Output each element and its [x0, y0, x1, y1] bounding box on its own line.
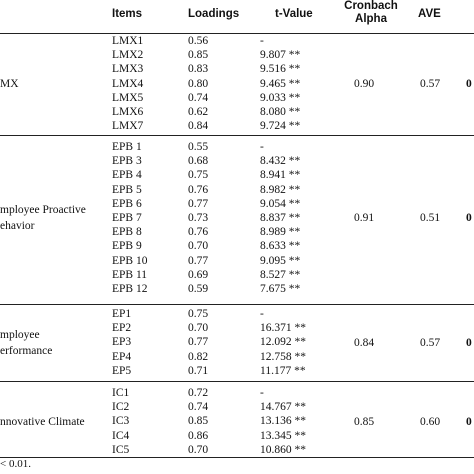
table-row [0, 105, 474, 119]
item-cell: EP1 [112, 308, 132, 320]
item-cell: LMX6 [112, 106, 144, 118]
cronbach-cell: 0.85 [354, 415, 375, 428]
table-row [0, 350, 474, 364]
header-cronbach: Cronbach Alpha [344, 0, 398, 25]
table-row [0, 77, 474, 91]
item-cell: IC2 [112, 401, 130, 414]
table-row [0, 307, 474, 321]
item-cell: IC4 [112, 429, 130, 442]
tvalue-cell: 12.092 ** [260, 336, 306, 349]
tvalue-cell: 9.033 ** [260, 91, 301, 104]
loading-cell: 0.69 [188, 268, 209, 281]
table-row [0, 321, 474, 335]
tvalue-cell: 12.758 ** [260, 350, 306, 363]
table-row [0, 429, 474, 443]
tvalue-cell: 9.807 ** [260, 49, 301, 62]
loading-cell: 0.76 [188, 183, 209, 196]
loading-cell: 0.56 [188, 35, 209, 47]
item-cell: EPB 8 [112, 226, 142, 239]
table-row [0, 364, 474, 378]
table-row [0, 48, 474, 62]
tvalue-cell: 8.080 ** [260, 106, 301, 118]
tvalue-cell: 8.633 ** [260, 240, 301, 253]
item-cell: EP2 [112, 322, 132, 335]
tvalue-cell: - [260, 141, 264, 153]
table-row [0, 154, 474, 168]
table-row [0, 400, 474, 414]
truncated-cell: 0 [466, 336, 472, 349]
loading-cell: 0.71 [188, 364, 209, 377]
loading-cell: 0.80 [188, 77, 209, 90]
construct-label: mployee Proactive ehavior [0, 204, 86, 233]
tvalue-cell: 8.837 ** [260, 212, 301, 224]
tvalue-cell: 9.724 ** [260, 120, 301, 133]
loading-cell: 0.83 [188, 63, 209, 76]
table-row [0, 183, 474, 197]
table-row [0, 386, 474, 400]
table-row [0, 254, 474, 268]
tvalue-cell: 9.516 ** [260, 63, 301, 76]
loading-cell: 0.75 [188, 308, 209, 320]
tvalue-cell: 8.527 ** [260, 268, 301, 281]
loading-cell: 0.74 [188, 91, 209, 104]
item-cell: EPB 1 [112, 141, 142, 153]
tvalue-cell: 8.432 ** [260, 155, 301, 168]
table-row [0, 91, 474, 105]
item-cell: IC5 [112, 443, 130, 456]
loading-cell: 0.77 [188, 336, 209, 349]
loading-cell: 0.84 [188, 120, 209, 133]
item-cell: LMX2 [112, 49, 144, 62]
loading-cell: 0.59 [188, 283, 209, 295]
footnote: < 0.01. [0, 458, 31, 470]
loading-cell: 0.55 [188, 141, 209, 153]
ave-cell: 0.60 [420, 415, 441, 428]
item-cell: LMX5 [112, 91, 144, 104]
loading-cell: 0.77 [188, 197, 209, 210]
truncated-cell: 0 [466, 415, 472, 428]
table-row [0, 62, 474, 76]
tvalue-cell: 9.095 ** [260, 254, 301, 267]
item-cell: IC3 [112, 415, 130, 428]
ave-cell: 0.57 [420, 77, 441, 90]
tvalue-cell: 9.465 ** [260, 77, 301, 90]
tvalue-cell: 10.860 ** [260, 443, 306, 456]
tvalue-cell: 7.675 ** [260, 283, 301, 295]
item-cell: EPB 4 [112, 169, 142, 182]
table-bottom-rule [0, 457, 474, 458]
table-row [0, 443, 474, 457]
cronbach-cell: 0.90 [354, 77, 375, 90]
table-row [0, 268, 474, 282]
tvalue-cell: - [260, 308, 264, 320]
truncated-cell: 0 [466, 77, 472, 90]
tvalue-cell: 13.345 ** [260, 429, 306, 442]
item-cell: EPB 7 [112, 212, 142, 224]
table-row [0, 119, 474, 133]
loading-cell: 0.75 [188, 169, 209, 182]
tvalue-cell: 8.941 ** [260, 169, 301, 182]
item-cell: EP3 [112, 336, 132, 349]
construct-label: mployee erformance [0, 328, 53, 357]
loading-cell: 0.68 [188, 155, 209, 168]
header-loadings: Loadings [188, 8, 240, 20]
tvalue-cell: 8.989 ** [260, 226, 301, 239]
table-header [0, 0, 474, 30]
loading-cell: 0.77 [188, 254, 209, 267]
loading-cell: 0.85 [188, 415, 209, 428]
tvalue-cell: 11.177 ** [260, 364, 306, 377]
tvalue-cell: 9.054 ** [260, 197, 301, 210]
item-cell: EPB 10 [112, 254, 148, 267]
truncated-cell: 0 [466, 212, 472, 225]
cronbach-cell: 0.84 [354, 336, 375, 349]
item-cell: EPB 6 [112, 197, 142, 210]
item-cell: IC1 [112, 387, 130, 399]
table-row [0, 140, 474, 154]
loading-cell: 0.72 [188, 387, 209, 399]
cronbach-cell: 0.91 [354, 212, 375, 225]
header-tvalue: t-Value [275, 8, 313, 20]
loading-cell: 0.70 [188, 240, 209, 253]
tvalue-cell: 13.136 ** [260, 415, 306, 428]
construct-label: nnovative Climate [0, 415, 85, 428]
item-cell: LMX4 [112, 77, 144, 90]
group-divider [0, 304, 474, 305]
item-cell: EP5 [112, 364, 132, 377]
item-cell: EPB 5 [112, 183, 142, 196]
table-row [0, 282, 474, 296]
item-cell: LMX1 [112, 35, 144, 47]
item-cell: LMX3 [112, 63, 144, 76]
item-cell: EPB 11 [112, 268, 148, 281]
group-divider [0, 381, 474, 382]
item-cell: EPB 3 [112, 155, 142, 168]
item-cell: EPB 9 [112, 240, 142, 253]
table-row [0, 34, 474, 48]
ave-cell: 0.57 [420, 336, 441, 349]
tvalue-cell: 16.371 ** [260, 322, 306, 335]
table-row [0, 168, 474, 182]
ave-cell: 0.51 [420, 212, 441, 225]
tvalue-cell: 14.767 ** [260, 401, 306, 414]
item-cell: LMX7 [112, 120, 144, 133]
tvalue-cell: - [260, 35, 264, 47]
loading-cell: 0.74 [188, 401, 209, 414]
table-row [0, 239, 474, 253]
loading-cell: 0.86 [188, 429, 209, 442]
loading-cell: 0.82 [188, 350, 209, 363]
item-cell: EPB 12 [112, 283, 148, 295]
loading-cell: 0.73 [188, 212, 209, 224]
tvalue-cell: 8.982 ** [260, 183, 301, 196]
loading-cell: 0.76 [188, 226, 209, 239]
tvalue-cell: - [260, 387, 264, 399]
loading-cell: 0.70 [188, 322, 209, 335]
item-cell: EP4 [112, 350, 132, 363]
group-divider [0, 135, 474, 136]
table-row [0, 335, 474, 349]
construct-label: MX [0, 77, 19, 90]
loading-cell: 0.85 [188, 49, 209, 62]
header-items: Items [112, 8, 143, 20]
loading-cell: 0.70 [188, 443, 209, 456]
loading-cell: 0.62 [188, 106, 209, 118]
header-ave: AVE [418, 8, 441, 20]
